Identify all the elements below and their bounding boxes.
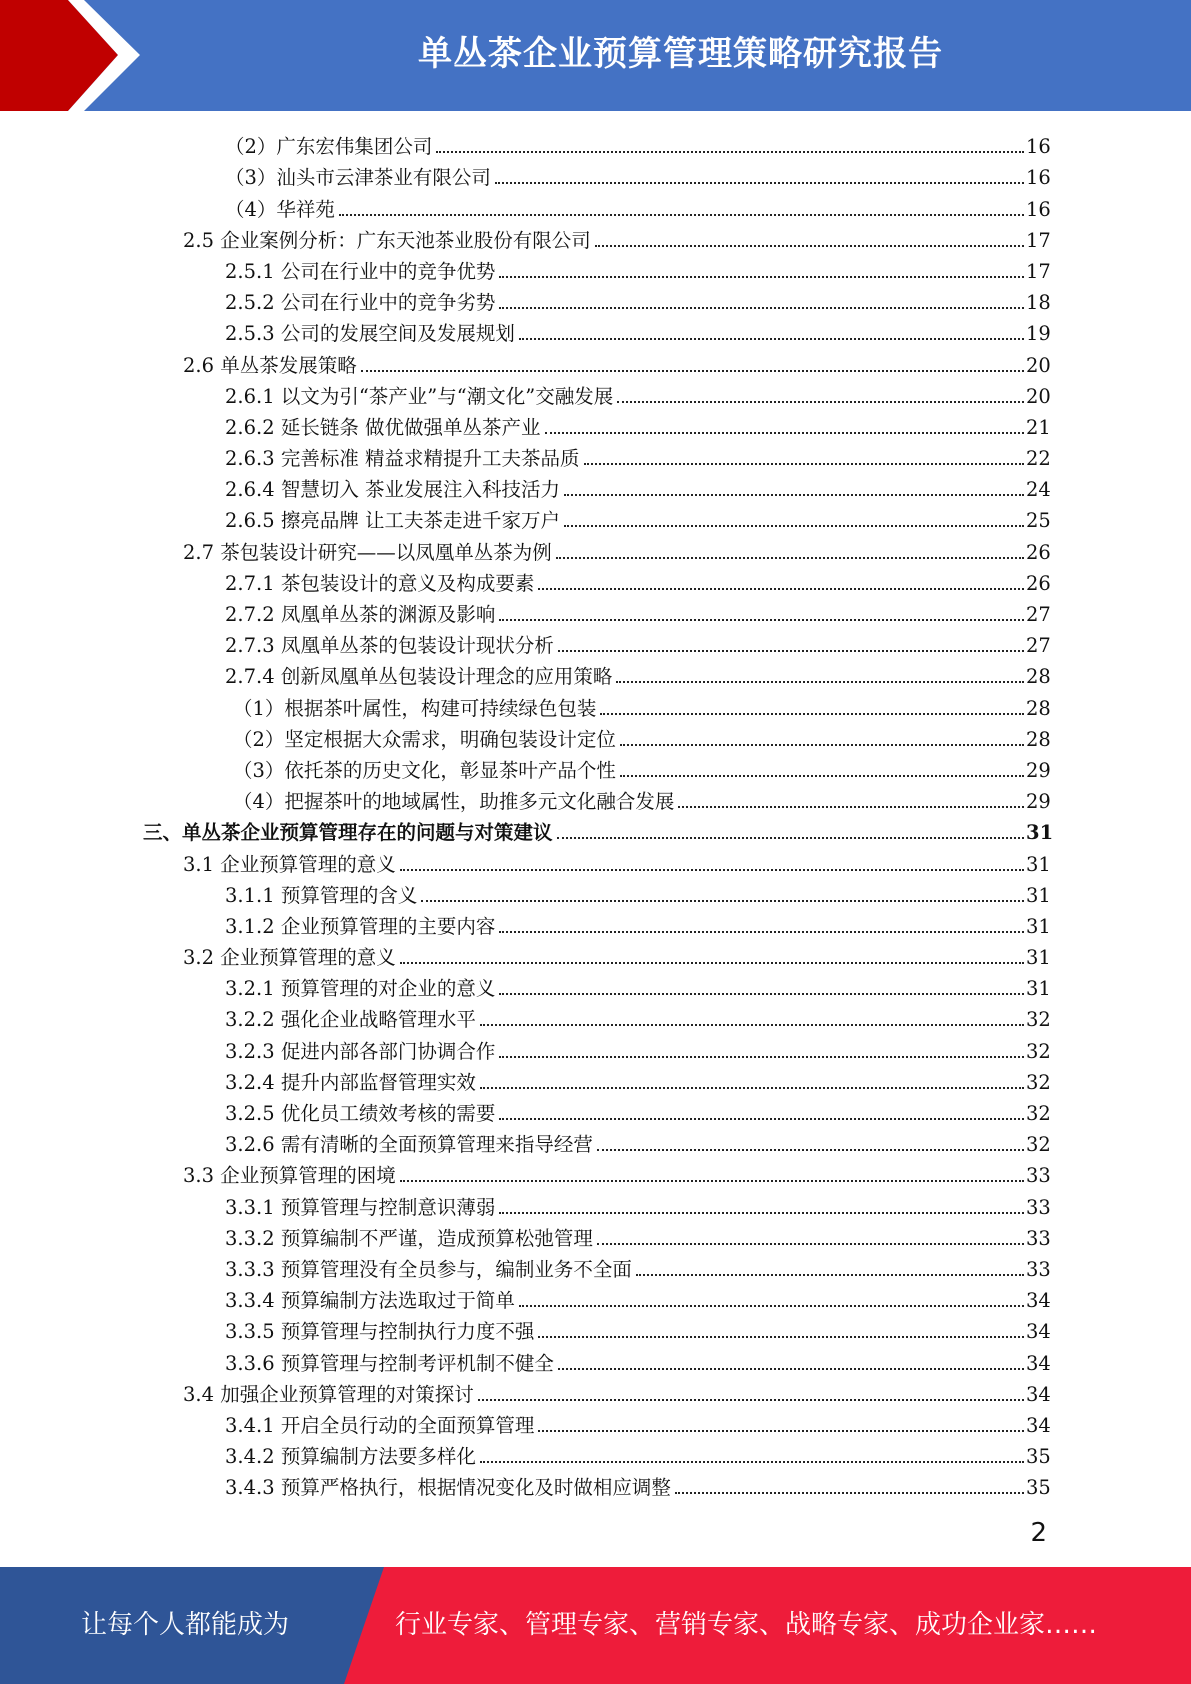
toc-entry-title: 3.3.3 预算管理没有全员参与，编制业务不全面 [225,1259,636,1281]
toc-entry[interactable] [0,1250,1191,1281]
toc-entry-page: 20 [1026,384,1051,408]
toc-entry-page: 31 [1026,852,1051,876]
toc-entry-page: 31 [1026,821,1054,845]
toc-entry-title: 3.3.2 预算编制不严谨，造成预算松弛管理 [225,1228,597,1250]
toc-entry-title: 2.7.2 凤凰单丛茶的渊源及影响 [225,604,499,626]
toc-entry-title: 2.6 单丛茶发展策略 [183,355,361,377]
toc-dot-leader [499,1118,1024,1120]
toc-entry[interactable] [0,1281,1191,1312]
toc-entry-title: 3.2.2 强化企业战略管理水平 [225,1009,480,1031]
toc-entry-page: 29 [1026,758,1051,782]
toc-dot-leader [499,1212,1024,1214]
toc-dot-leader [519,338,1024,340]
toc-entry[interactable] [0,314,1191,345]
toc-dot-leader [600,713,1024,715]
toc-dot-leader [620,744,1024,746]
toc-dot-leader [436,151,1024,153]
toc-entry-title: （2）坚定根据大众需求，明确包装设计定位 [233,729,620,751]
toc-dot-leader [480,1461,1024,1463]
toc-entry-title: 2.7.3 凤凰单丛茶的包装设计现状分析 [225,635,558,657]
toc-dot-leader [545,432,1024,434]
toc-entry-page: 28 [1026,727,1051,751]
toc-entry-title: 3.2.1 预算管理的对企业的意义 [225,978,499,1000]
toc-entry-title: （2）广东宏伟集团公司 [225,136,436,158]
toc-entry-page: 34 [1026,1351,1051,1375]
toc-entry-title: 2.5.1 公司在行业中的竞争优势 [225,261,499,283]
toc-entry[interactable] [0,1156,1191,1187]
toc-entry[interactable] [0,189,1191,220]
toc-entry-page: 33 [1026,1226,1051,1250]
toc-entry-title: 2.5.3 公司的发展空间及发展规划 [225,323,519,345]
toc-entry-title: 3.2.6 需有清晰的全面预算管理来指导经营 [225,1134,597,1156]
page-number: 2 [1030,1518,1047,1548]
toc-entry-title: （3）汕头市云津茶业有限公司 [225,167,495,189]
toc-dot-leader [480,1087,1024,1089]
toc-entry-page: 16 [1026,166,1051,190]
toc-entry[interactable] [0,1031,1191,1062]
toc-entry-page: 32 [1026,1133,1051,1157]
toc-dot-leader [499,619,1024,621]
toc-entry-page: 34 [1026,1382,1051,1406]
toc-entry-title: 3.2.4 提升内部监督管理实效 [225,1072,480,1094]
header-arrow-decoration [0,0,160,111]
toc-entry-page: 24 [1026,478,1051,502]
toc-dot-leader [361,370,1024,372]
toc-entry-page: 33 [1026,1195,1051,1219]
toc-entry[interactable] [0,1437,1191,1468]
toc-entry-title: 3.1.2 企业预算管理的主要内容 [225,916,499,938]
toc-dot-leader [538,1336,1024,1338]
toc-entry-title: 3.4.1 开启全员行动的全面预算管理 [225,1415,538,1437]
toc-dot-leader [617,401,1024,403]
toc-dot-leader [499,307,1024,309]
toc-entry-title: 3.4.3 预算严格执行，根据情况变化及时做相应调整 [225,1477,675,1499]
toc-entry[interactable] [0,657,1191,688]
toc-entry-title: 2.6.3 完善标准 精益求精提升工夫茶品质 [225,448,584,470]
toc-dot-leader [675,1492,1024,1494]
toc-entry[interactable] [0,345,1191,376]
toc-entry-title: 2.7 茶包装设计研究——以凤凰单丛茶为例 [183,542,556,564]
toc-entry-page: 26 [1026,571,1051,595]
toc-entry-title: 2.5.2 公司在行业中的竞争劣势 [225,292,499,314]
page-header [0,0,1191,111]
toc-entry-page: 26 [1026,540,1051,564]
toc-entry[interactable] [0,844,1191,875]
toc-entry[interactable] [0,1312,1191,1343]
toc-dot-leader [620,775,1024,777]
toc-dot-leader [499,1056,1024,1058]
toc-dot-leader [499,993,1024,995]
toc-entry[interactable] [0,1000,1191,1031]
toc-dot-leader [584,463,1024,465]
toc-entry-page: 29 [1026,790,1051,814]
toc-entry-title: 2.6.1 以文为引“茶产业”与“潮文化”交融发展 [225,386,617,408]
toc-entry[interactable] [0,938,1191,969]
toc-entry[interactable] [0,595,1191,626]
toc-dot-leader [595,245,1024,247]
toc-entry-title: （4）华祥苑 [225,199,339,221]
toc-entry[interactable] [0,252,1191,283]
toc-entry-title: 2.7.1 茶包装设计的意义及构成要素 [225,573,538,595]
toc-entry-page: 17 [1026,259,1051,283]
toc-entry-page: 35 [1026,1445,1051,1469]
toc-entry-title: 3.3.4 预算编制方法选取过于简单 [225,1290,519,1312]
toc-entry-page: 33 [1026,1164,1051,1188]
toc-dot-leader [538,588,1024,590]
toc-dot-leader [556,557,1024,559]
toc-dot-leader [678,806,1024,808]
toc-dot-leader [400,869,1024,871]
toc-entry[interactable] [0,1219,1191,1250]
toc-entry-page: 34 [1026,1289,1051,1313]
toc-entry-title: 2.5 企业案例分析：广东天池茶业股份有限公司 [183,230,595,252]
toc-entry[interactable] [0,813,1191,844]
footer-slogan-right: 行业专家、管理专家、营销专家、战略专家、成功企业家…… [395,1610,1098,1640]
toc-entry[interactable] [0,1406,1191,1437]
toc-dot-leader [616,681,1024,683]
toc-entry-title: 3.3.6 预算管理与控制考评机制不健全 [225,1353,558,1375]
document-title: 单丛茶企业预算管理策略研究报告 [418,34,943,74]
toc-entry-title: 3.2 企业预算管理的意义 [183,947,400,969]
toc-entry-title: 3.3.1 预算管理与控制意识薄弱 [225,1197,499,1219]
toc-entry[interactable] [0,1468,1191,1499]
toc-dot-leader [597,1243,1024,1245]
toc-dot-leader [519,1305,1024,1307]
toc-entry-title: 3.1 企业预算管理的意义 [183,854,400,876]
toc-entry[interactable] [0,564,1191,595]
toc-entry-title: 2.6.2 延长链条 做优做强单丛茶产业 [225,417,545,439]
toc-dot-leader [495,182,1024,184]
toc-dot-leader [558,1368,1024,1370]
toc-entry-page: 31 [1026,883,1051,907]
toc-dot-leader [339,214,1024,216]
toc-entry[interactable] [0,876,1191,907]
toc-entry-page: 32 [1026,1070,1051,1094]
toc-entry-page: 32 [1026,1039,1051,1063]
toc-entry[interactable] [0,377,1191,408]
footer-slogan-left: 让每个人都能成为 [80,1610,289,1640]
toc-entry-title: 3.3 企业预算管理的困境 [183,1165,400,1187]
toc-entry-title: 3.4 加强企业预算管理的对策探讨 [183,1384,478,1406]
toc-entry[interactable] [0,158,1191,189]
toc-dot-leader [499,276,1024,278]
toc-entry-page: 27 [1026,603,1051,626]
toc-entry-page: 16 [1026,197,1051,221]
toc-entry[interactable] [0,782,1191,813]
toc-entry-title: 3.2.5 优化员工绩效考核的需要 [225,1103,499,1125]
toc-entry-title: 3.2.3 促进内部各部门协调合作 [225,1041,499,1063]
toc-dot-leader [597,1149,1024,1151]
toc-entry[interactable] [0,626,1191,657]
toc-entry[interactable] [0,532,1191,563]
toc-dot-leader [400,962,1024,964]
toc-entry[interactable] [0,969,1191,1000]
toc-entry-page: 34 [1026,1320,1051,1344]
toc-entry-page: 35 [1026,1476,1051,1500]
toc-entry[interactable] [0,470,1191,501]
toc-entry-page: 19 [1026,322,1051,346]
toc-entry[interactable] [0,408,1191,439]
toc-entry[interactable] [0,1375,1191,1406]
toc-dot-leader [421,900,1024,902]
toc-entry-title: 3.4.2 预算编制方法要多样化 [225,1446,480,1468]
toc-entry[interactable] [0,751,1191,782]
toc-entry-page: 21 [1026,415,1051,439]
page-footer [0,1567,1191,1684]
toc-entry[interactable] [0,907,1191,938]
toc-dot-leader [557,837,1024,839]
toc-entry[interactable] [0,221,1191,252]
toc-entry[interactable] [0,720,1191,751]
toc-entry[interactable] [0,127,1191,158]
toc-entry-page: 27 [1026,634,1051,658]
toc-entry[interactable] [0,439,1191,470]
toc-entry-page: 31 [1026,946,1051,970]
toc-entry[interactable] [0,283,1191,314]
toc-entry-title: 2.7.4 创新凤凰单丛包装设计理念的应用策略 [225,666,616,688]
toc-entry[interactable] [0,688,1191,719]
toc-entry-page: 31 [1026,914,1051,938]
table-of-contents [0,127,1191,1499]
toc-dot-leader [480,1024,1024,1026]
toc-entry-page: 17 [1026,228,1051,252]
toc-entry-title: 2.6.5 擦亮品牌 让工夫茶走进千家万户 [225,510,564,532]
toc-entry-page: 20 [1026,353,1051,377]
toc-entry[interactable] [0,1187,1191,1218]
toc-entry-page: 16 [1026,135,1051,159]
toc-entry[interactable] [0,1343,1191,1374]
toc-entry[interactable] [0,1063,1191,1094]
toc-dot-leader [558,650,1024,652]
toc-entry-title: 三、单丛茶企业预算管理存在的问题与对策建议 [143,822,557,844]
toc-entry-page: 22 [1026,447,1051,471]
toc-entry-page: 28 [1026,665,1051,689]
toc-entry-page: 25 [1026,509,1051,533]
toc-entry-page: 31 [1026,977,1051,1001]
toc-entry-title: （1）根据茶叶属性，构建可持续绿色包装 [233,698,600,720]
toc-dot-leader [538,1430,1024,1432]
toc-dot-leader [564,525,1024,527]
toc-dot-leader [499,931,1024,933]
toc-entry-page: 18 [1026,291,1051,315]
toc-entry[interactable] [0,501,1191,532]
toc-dot-leader [478,1399,1024,1401]
toc-entry[interactable] [0,1094,1191,1125]
toc-entry-page: 28 [1026,696,1051,720]
toc-dot-leader [636,1274,1024,1276]
toc-entry-title: （3）依托茶的历史文化，彰显茶叶产品个性 [233,760,620,782]
toc-entry-page: 33 [1026,1257,1051,1281]
toc-entry-title: （4）把握茶叶的地域属性，助推多元文化融合发展 [233,791,678,813]
toc-entry-page: 34 [1026,1413,1051,1437]
toc-entry-page: 32 [1026,1008,1051,1032]
toc-entry-title: 3.3.5 预算管理与控制执行力度不强 [225,1321,538,1343]
toc-entry-title: 3.1.1 预算管理的含义 [225,885,421,907]
toc-dot-leader [400,1180,1024,1182]
toc-entry-title: 2.6.4 智慧切入 茶业发展注入科技活力 [225,479,564,501]
toc-dot-leader [564,494,1024,496]
toc-entry-page: 32 [1026,1102,1051,1125]
toc-entry[interactable] [0,1125,1191,1156]
